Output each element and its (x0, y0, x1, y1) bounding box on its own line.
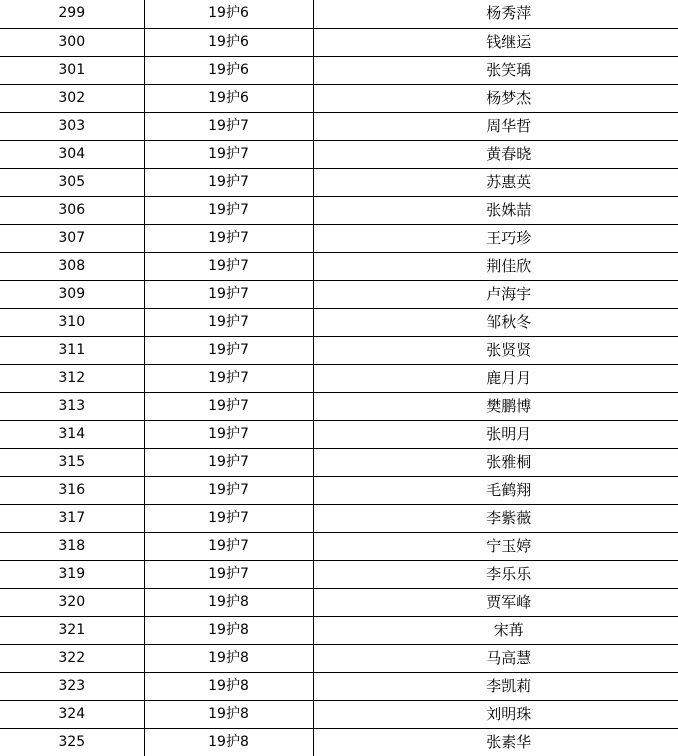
class-cell[interactable]: 19护6 (144, 0, 313, 28)
student-name-cell[interactable]: 张明月 (313, 420, 678, 448)
row-number-cell[interactable]: 314 (0, 420, 144, 448)
table-row (0, 728, 678, 756)
student-name-cell[interactable]: 钱继运 (313, 28, 678, 56)
table-row (0, 252, 678, 280)
student-name-cell[interactable]: 李紫薇 (313, 504, 678, 532)
table-row (0, 308, 678, 336)
class-cell[interactable]: 19护6 (144, 28, 313, 56)
class-cell[interactable]: 19护8 (144, 700, 313, 728)
student-name-cell[interactable]: 苏惠英 (313, 168, 678, 196)
table-row (0, 196, 678, 224)
student-name-cell[interactable]: 李凯莉 (313, 672, 678, 700)
student-name-cell[interactable]: 宁玉婷 (313, 532, 678, 560)
class-cell[interactable]: 19护7 (144, 140, 313, 168)
table-row (0, 672, 678, 700)
student-name-cell[interactable]: 张笑瑀 (313, 56, 678, 84)
class-cell[interactable]: 19护7 (144, 308, 313, 336)
table-row (0, 560, 678, 588)
table-row (0, 84, 678, 112)
class-cell[interactable]: 19护7 (144, 224, 313, 252)
table-row (0, 504, 678, 532)
student-name-cell[interactable]: 贾军峰 (313, 588, 678, 616)
table-row (0, 168, 678, 196)
class-cell[interactable]: 19护7 (144, 364, 313, 392)
row-number-cell[interactable]: 302 (0, 84, 144, 112)
table-row (0, 616, 678, 644)
row-number-cell[interactable]: 306 (0, 196, 144, 224)
table-row (0, 532, 678, 560)
class-cell[interactable]: 19护7 (144, 280, 313, 308)
row-number-cell[interactable]: 317 (0, 504, 144, 532)
student-name-cell[interactable]: 杨梦杰 (313, 84, 678, 112)
class-cell[interactable]: 19护7 (144, 560, 313, 588)
student-name-cell[interactable]: 杨秀萍 (313, 0, 678, 28)
student-name-cell[interactable]: 荆佳欣 (313, 252, 678, 280)
student-name-cell[interactable]: 毛鹤翔 (313, 476, 678, 504)
table-row (0, 0, 678, 28)
table-row (0, 448, 678, 476)
student-name-cell[interactable]: 卢海宇 (313, 280, 678, 308)
row-number-cell[interactable]: 321 (0, 616, 144, 644)
row-number-cell[interactable]: 315 (0, 448, 144, 476)
class-cell[interactable]: 19护7 (144, 112, 313, 140)
table-row (0, 392, 678, 420)
row-number-cell[interactable]: 318 (0, 532, 144, 560)
row-number-cell[interactable]: 301 (0, 56, 144, 84)
student-name-cell[interactable]: 张雅桐 (313, 448, 678, 476)
class-cell[interactable]: 19护7 (144, 504, 313, 532)
table-row (0, 140, 678, 168)
row-number-cell[interactable]: 325 (0, 728, 144, 756)
class-cell[interactable]: 19护8 (144, 672, 313, 700)
row-number-cell[interactable]: 310 (0, 308, 144, 336)
row-number-cell[interactable]: 311 (0, 336, 144, 364)
student-name-cell[interactable]: 马高慧 (313, 644, 678, 672)
class-cell[interactable]: 19护7 (144, 532, 313, 560)
table-row (0, 112, 678, 140)
class-cell[interactable]: 19护7 (144, 476, 313, 504)
row-number-cell[interactable]: 320 (0, 588, 144, 616)
class-cell[interactable]: 19护8 (144, 644, 313, 672)
row-number-cell[interactable]: 313 (0, 392, 144, 420)
row-number-cell[interactable]: 324 (0, 700, 144, 728)
class-cell[interactable]: 19护8 (144, 728, 313, 756)
row-number-cell[interactable]: 305 (0, 168, 144, 196)
student-name-cell[interactable]: 周华哲 (313, 112, 678, 140)
row-number-cell[interactable]: 319 (0, 560, 144, 588)
class-cell[interactable]: 19护7 (144, 336, 313, 364)
row-number-cell[interactable]: 322 (0, 644, 144, 672)
table-row (0, 364, 678, 392)
row-number-cell[interactable]: 312 (0, 364, 144, 392)
student-name-cell[interactable]: 鹿月月 (313, 364, 678, 392)
row-number-cell[interactable]: 309 (0, 280, 144, 308)
class-cell[interactable]: 19护8 (144, 588, 313, 616)
class-cell[interactable]: 19护7 (144, 420, 313, 448)
student-name-cell[interactable]: 李乐乐 (313, 560, 678, 588)
student-name-cell[interactable]: 邹秋冬 (313, 308, 678, 336)
table-row (0, 420, 678, 448)
class-cell[interactable]: 19护7 (144, 196, 313, 224)
class-cell[interactable]: 19护7 (144, 168, 313, 196)
table-row (0, 56, 678, 84)
class-cell[interactable]: 19护7 (144, 252, 313, 280)
row-number-cell[interactable]: 303 (0, 112, 144, 140)
table-row (0, 644, 678, 672)
table-row (0, 588, 678, 616)
student-name-cell[interactable]: 宋苒 (313, 616, 678, 644)
student-name-cell[interactable]: 黄春晓 (313, 140, 678, 168)
class-cell[interactable]: 19护6 (144, 84, 313, 112)
student-name-cell[interactable]: 张姝喆 (313, 196, 678, 224)
table-row (0, 224, 678, 252)
class-cell[interactable]: 19护7 (144, 392, 313, 420)
student-name-cell[interactable]: 刘明珠 (313, 700, 678, 728)
row-number-cell[interactable]: 300 (0, 28, 144, 56)
table-row (0, 336, 678, 364)
row-number-cell[interactable]: 316 (0, 476, 144, 504)
student-name-cell[interactable]: 樊鹏博 (313, 392, 678, 420)
table-row (0, 280, 678, 308)
student-name-cell[interactable]: 王巧珍 (313, 224, 678, 252)
table-row (0, 28, 678, 56)
class-cell[interactable]: 19护7 (144, 448, 313, 476)
student-name-cell[interactable]: 张贤贤 (313, 336, 678, 364)
row-number-cell[interactable]: 304 (0, 140, 144, 168)
row-number-cell[interactable]: 307 (0, 224, 144, 252)
row-number-cell[interactable]: 299 (0, 0, 144, 28)
class-cell[interactable]: 19护8 (144, 616, 313, 644)
student-name-cell[interactable]: 张素华 (313, 728, 678, 756)
class-cell[interactable]: 19护6 (144, 56, 313, 84)
table-row (0, 700, 678, 728)
table-row (0, 476, 678, 504)
row-number-cell[interactable]: 308 (0, 252, 144, 280)
row-number-cell[interactable]: 323 (0, 672, 144, 700)
